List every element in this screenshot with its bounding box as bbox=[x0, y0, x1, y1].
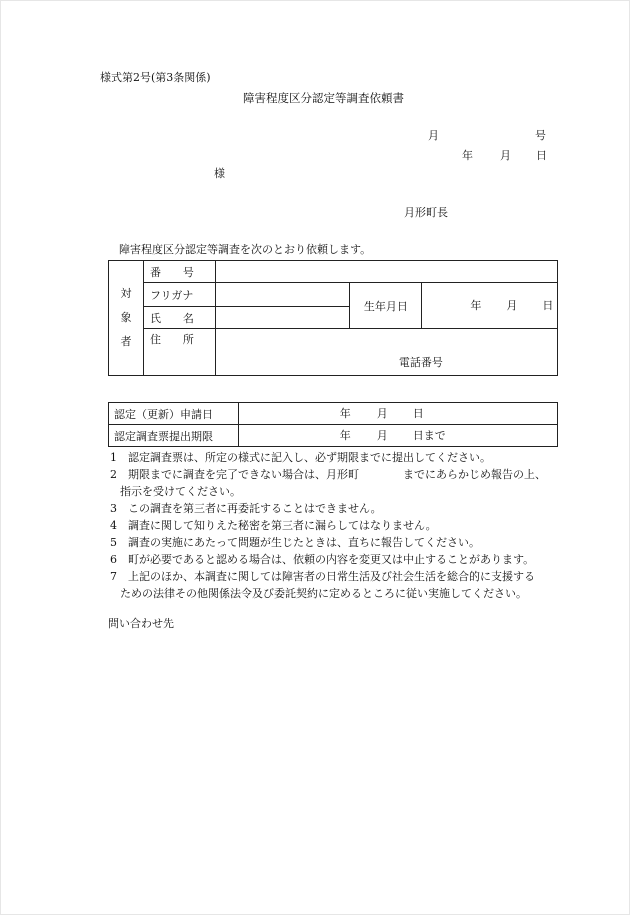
note-item: 5 調査の実施にあたって問題が生じたときは、直ちに報告してください。 bbox=[110, 536, 480, 549]
birth-year-label: 年 bbox=[470, 298, 482, 312]
birthdate-label-cell bbox=[350, 283, 422, 329]
deadline-day-label: 日まで bbox=[412, 428, 446, 442]
subject-side-label bbox=[109, 261, 144, 376]
note-continuation: ための法律その他関係法令及び委託契約に定めるところに従い実施してください。 bbox=[120, 587, 527, 600]
name-value-cell[interactable] bbox=[215, 307, 350, 329]
note-continuation: 指示を受けてください。 bbox=[120, 485, 241, 498]
deadline-year-label: 年 bbox=[339, 428, 351, 442]
address-value-cell[interactable] bbox=[215, 329, 557, 376]
date-table bbox=[108, 402, 558, 447]
application-date-value-cell[interactable] bbox=[238, 403, 557, 425]
date-day-label: 日 bbox=[536, 149, 547, 162]
side-label-2: 象 bbox=[120, 311, 132, 324]
form-number: 様式第2号(第3条関係) bbox=[100, 71, 211, 84]
application-day-label: 日 bbox=[412, 406, 424, 420]
side-label-1: 対 bbox=[120, 287, 132, 300]
birth-month-label: 月 bbox=[506, 298, 518, 312]
note-item: 7 上記のほか、本調査に関しては障害者の日常生活及び社会生活を総合的に支援する bbox=[110, 570, 535, 583]
furigana-label-cell bbox=[143, 283, 215, 307]
note-item: 4 調査に関して知りえた秘密を第三者に漏らしてはなりません。 bbox=[110, 519, 437, 532]
sender-name: 月形町長 bbox=[404, 206, 448, 219]
note-item: 3 この調査を第三者に再委託することはできません。 bbox=[110, 502, 382, 515]
notes-list bbox=[110, 449, 580, 602]
note-item: 1 認定調査票は、所定の様式に記入し、必ず期限までに提出してください。 bbox=[110, 451, 491, 464]
application-date-label-cell bbox=[109, 403, 239, 425]
note-item: 2 期限までに調査を完了できない場合は、月形町 までにあらかじめ報告の上、 bbox=[110, 468, 546, 481]
birthdate-label: 生年月日 bbox=[363, 299, 408, 313]
address-label-cell bbox=[143, 329, 215, 376]
intro-text: 障害程度区分認定等調査を次のとおり依頼します。 bbox=[119, 243, 372, 256]
deadline-value-cell[interactable] bbox=[238, 425, 557, 447]
side-label-3: 者 bbox=[120, 335, 132, 348]
name-label-cell bbox=[143, 307, 215, 329]
date-month-label: 月 bbox=[500, 149, 511, 162]
addressee-suffix: 様 bbox=[214, 167, 225, 180]
deadline-label-cell bbox=[109, 425, 239, 447]
contact-label: 問い合わせ先 bbox=[108, 617, 174, 630]
month-label: 月 bbox=[428, 129, 439, 142]
number-value-cell[interactable] bbox=[215, 261, 557, 283]
number-field-label: 番 号 bbox=[149, 265, 194, 279]
number-label: 号 bbox=[535, 129, 546, 142]
subject-table bbox=[108, 260, 558, 376]
phone-label: 電話番号 bbox=[398, 356, 443, 369]
birthdate-value-cell[interactable] bbox=[422, 283, 558, 329]
name-label: 氏 名 bbox=[149, 311, 194, 325]
date-year-label: 年 bbox=[462, 149, 473, 162]
document-title: 障害程度区分認定等調査依頼書 bbox=[243, 91, 404, 105]
deadline-label: 認定調査票提出期限 bbox=[114, 429, 213, 443]
application-month-label: 月 bbox=[376, 406, 388, 420]
furigana-label: フリガナ bbox=[149, 288, 194, 302]
address-label: 住 所 bbox=[149, 333, 194, 346]
furigana-value-cell[interactable] bbox=[215, 283, 350, 307]
number-label-cell bbox=[143, 261, 215, 283]
application-date-label: 認定（更新）申請日 bbox=[114, 407, 213, 421]
deadline-month-label: 月 bbox=[376, 428, 388, 442]
birth-day-label: 日 bbox=[542, 298, 554, 312]
note-item: 6 町が必要であると認める場合は、依頼の内容を変更又は中止することがあります。 bbox=[110, 553, 535, 566]
application-year-label: 年 bbox=[339, 406, 351, 420]
